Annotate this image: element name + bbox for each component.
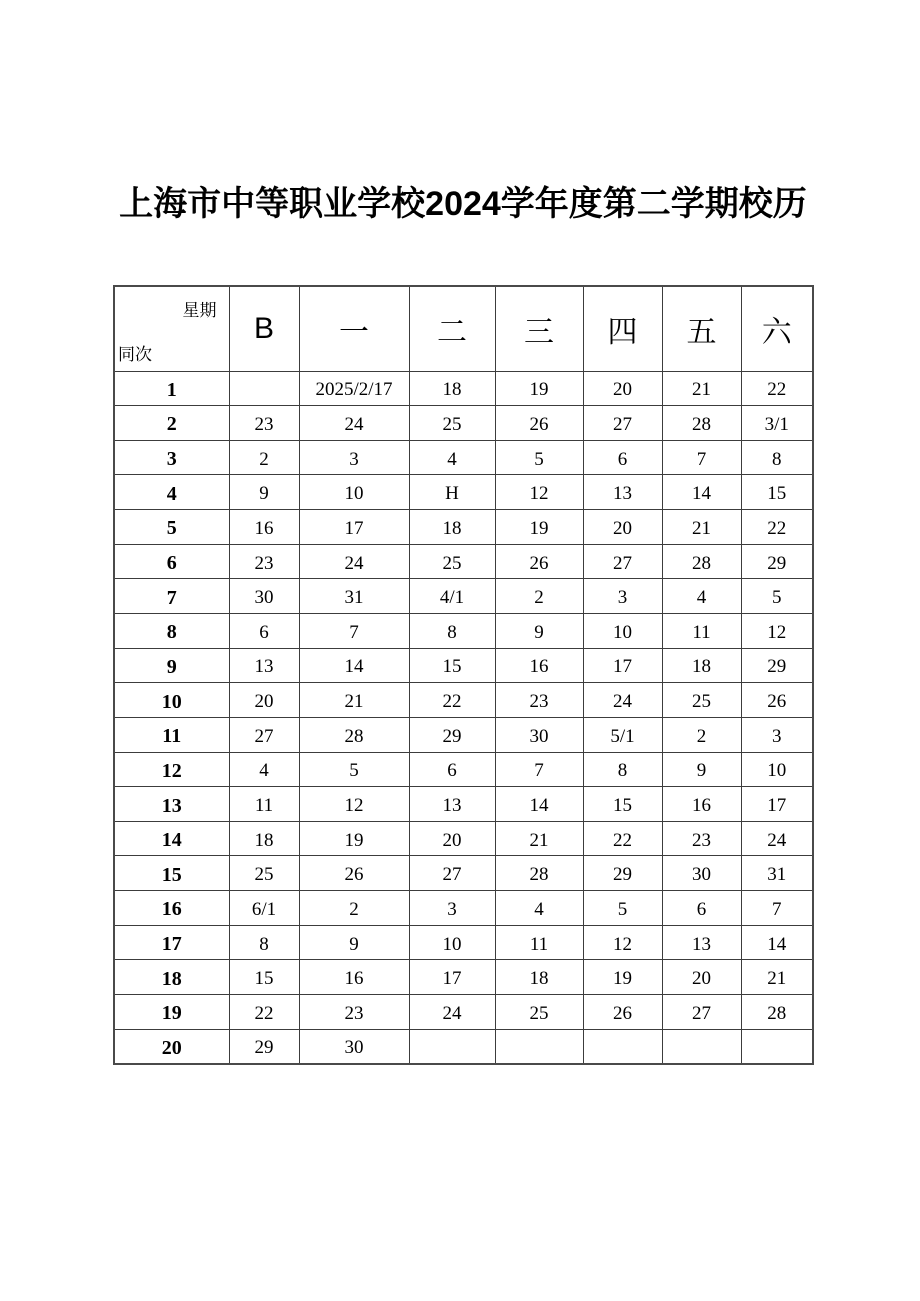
date-cell: 4/1 [409,579,495,614]
date-cell [741,1029,813,1064]
date-cell [409,1029,495,1064]
table-row [114,613,813,648]
date-cell: 12 [583,925,662,960]
day-header-thursday: 四 [583,286,662,371]
date-cell: 22 [583,821,662,856]
date-cell: 31 [299,579,409,614]
date-cell: 7 [299,613,409,648]
date-cell: 10 [409,925,495,960]
week-number-cell: 2 [114,406,229,441]
date-cell: 21 [662,371,741,406]
date-cell: 27 [583,406,662,441]
date-cell [662,1029,741,1064]
day-header-tuesday: 二 [409,286,495,371]
date-cell: H [409,475,495,510]
date-cell: 6 [662,891,741,926]
day-header-sunday: B [229,286,299,371]
table-row [114,440,813,475]
date-cell: 27 [662,995,741,1030]
date-cell: 22 [741,510,813,545]
week-number-cell: 9 [114,648,229,683]
day-header-monday: 一 [299,286,409,371]
week-number-cell: 5 [114,510,229,545]
date-cell: 5 [299,752,409,787]
date-cell: 21 [662,510,741,545]
date-cell: 29 [583,856,662,891]
date-cell: 26 [299,856,409,891]
date-cell: 15 [741,475,813,510]
date-cell: 9 [229,475,299,510]
table-row [114,752,813,787]
date-cell: 29 [741,544,813,579]
date-cell: 19 [583,960,662,995]
table-row [114,371,813,406]
date-cell [229,371,299,406]
date-cell: 10 [741,752,813,787]
date-cell: 27 [229,717,299,752]
table-row [114,891,813,926]
date-cell: 2 [229,440,299,475]
date-cell: 16 [299,960,409,995]
date-cell: 10 [583,613,662,648]
date-cell: 20 [229,683,299,718]
corner-label-week-number: 同次 [118,344,152,364]
date-cell: 11 [229,787,299,822]
week-number-cell: 20 [114,1029,229,1064]
date-cell: 28 [662,544,741,579]
date-cell: 25 [662,683,741,718]
table-row [114,475,813,510]
date-cell: 24 [299,544,409,579]
date-cell: 9 [495,613,583,648]
date-cell: 17 [583,648,662,683]
table-row [114,510,813,545]
date-cell: 20 [583,510,662,545]
date-cell: 8 [409,613,495,648]
date-cell: 29 [741,648,813,683]
date-cell: 15 [409,648,495,683]
date-cell: 30 [299,1029,409,1064]
date-cell: 13 [583,475,662,510]
table-row [114,995,813,1030]
date-cell: 30 [495,717,583,752]
table-header-row [114,286,813,371]
corner-header-cell [114,286,229,371]
date-cell: 28 [741,995,813,1030]
date-cell: 22 [409,683,495,718]
date-cell: 8 [229,925,299,960]
table-row [114,579,813,614]
date-cell: 13 [229,648,299,683]
date-cell: 29 [229,1029,299,1064]
date-cell: 21 [299,683,409,718]
week-number-cell: 16 [114,891,229,926]
week-number-cell: 14 [114,821,229,856]
week-number-cell: 12 [114,752,229,787]
date-cell: 29 [409,717,495,752]
calendar-table [113,285,814,1065]
date-cell: 2 [299,891,409,926]
date-cell: 25 [409,406,495,441]
date-cell: 16 [495,648,583,683]
date-cell: 6 [409,752,495,787]
table-row [114,856,813,891]
date-cell: 7 [495,752,583,787]
date-cell: 25 [495,995,583,1030]
week-number-cell: 18 [114,960,229,995]
date-cell: 23 [495,683,583,718]
date-cell: 20 [583,371,662,406]
date-cell: 12 [495,475,583,510]
date-cell: 7 [741,891,813,926]
table-row [114,1029,813,1064]
date-cell: 2 [662,717,741,752]
date-cell: 20 [409,821,495,856]
date-cell: 14 [662,475,741,510]
date-cell: 3 [583,579,662,614]
page-title: 上海市中等职业学校2024学年度第二学期校历 [119,185,807,223]
week-number-cell: 8 [114,613,229,648]
date-cell: 30 [662,856,741,891]
date-cell: 18 [662,648,741,683]
week-number-cell: 17 [114,925,229,960]
date-cell: 18 [409,371,495,406]
date-cell: 17 [409,960,495,995]
date-cell: 13 [409,787,495,822]
date-cell: 18 [229,821,299,856]
date-cell: 21 [495,821,583,856]
date-cell: 3 [741,717,813,752]
date-cell: 2 [495,579,583,614]
date-cell: 27 [583,544,662,579]
date-cell: 23 [229,544,299,579]
date-cell: 4 [662,579,741,614]
week-number-cell: 3 [114,440,229,475]
date-cell: 8 [741,440,813,475]
date-cell: 25 [409,544,495,579]
week-number-cell: 11 [114,717,229,752]
date-cell: 3 [299,440,409,475]
date-cell: 14 [741,925,813,960]
day-header-saturday: 六 [741,286,813,371]
date-cell: 23 [662,821,741,856]
date-cell: 13 [662,925,741,960]
table-row [114,821,813,856]
date-cell: 14 [299,648,409,683]
date-cell: 28 [299,717,409,752]
date-cell: 6 [229,613,299,648]
week-number-cell: 19 [114,995,229,1030]
week-number-cell: 7 [114,579,229,614]
date-cell: 26 [495,544,583,579]
date-cell: 24 [583,683,662,718]
table-row [114,406,813,441]
date-cell: 12 [299,787,409,822]
date-cell: 5 [583,891,662,926]
date-cell: 4 [495,891,583,926]
date-cell: 3 [409,891,495,926]
calendar-table-body [114,371,813,1064]
week-number-cell: 15 [114,856,229,891]
date-cell: 9 [299,925,409,960]
date-cell: 4 [229,752,299,787]
week-number-cell: 6 [114,544,229,579]
date-cell: 2025/2/17 [299,371,409,406]
date-cell: 5/1 [583,717,662,752]
date-cell: 22 [229,995,299,1030]
date-cell: 4 [409,440,495,475]
date-cell: 18 [409,510,495,545]
table-row [114,925,813,960]
date-cell: 6 [583,440,662,475]
date-cell: 23 [299,995,409,1030]
date-cell: 16 [662,787,741,822]
date-cell: 11 [495,925,583,960]
week-number-cell: 4 [114,475,229,510]
date-cell: 27 [409,856,495,891]
date-cell: 26 [583,995,662,1030]
table-row [114,683,813,718]
date-cell: 10 [299,475,409,510]
date-cell: 24 [409,995,495,1030]
date-cell: 26 [495,406,583,441]
date-cell: 19 [495,371,583,406]
date-cell: 17 [741,787,813,822]
date-cell: 17 [299,510,409,545]
date-cell: 28 [662,406,741,441]
date-cell: 5 [495,440,583,475]
date-cell: 3/1 [741,406,813,441]
table-row [114,544,813,579]
date-cell: 7 [662,440,741,475]
day-header-friday: 五 [662,286,741,371]
date-cell: 24 [741,821,813,856]
date-cell: 9 [662,752,741,787]
date-cell: 6/1 [229,891,299,926]
table-row [114,787,813,822]
table-row [114,717,813,752]
date-cell: 20 [662,960,741,995]
week-number-cell: 1 [114,371,229,406]
date-cell: 28 [495,856,583,891]
date-cell [583,1029,662,1064]
date-cell [495,1029,583,1064]
table-row [114,960,813,995]
date-cell: 25 [229,856,299,891]
date-cell: 19 [495,510,583,545]
date-cell: 11 [662,613,741,648]
date-cell: 18 [495,960,583,995]
date-cell: 16 [229,510,299,545]
corner-label-weekday: 星期 [182,301,217,320]
week-number-cell: 13 [114,787,229,822]
table-row [114,648,813,683]
date-cell: 26 [741,683,813,718]
date-cell: 15 [229,960,299,995]
date-cell: 24 [299,406,409,441]
day-header-wednesday: 三 [495,286,583,371]
week-number-cell: 10 [114,683,229,718]
date-cell: 30 [229,579,299,614]
date-cell: 14 [495,787,583,822]
date-cell: 22 [741,371,813,406]
date-cell: 5 [741,579,813,614]
date-cell: 23 [229,406,299,441]
date-cell: 31 [741,856,813,891]
date-cell: 19 [299,821,409,856]
date-cell: 15 [583,787,662,822]
date-cell: 12 [741,613,813,648]
date-cell: 21 [741,960,813,995]
date-cell: 8 [583,752,662,787]
